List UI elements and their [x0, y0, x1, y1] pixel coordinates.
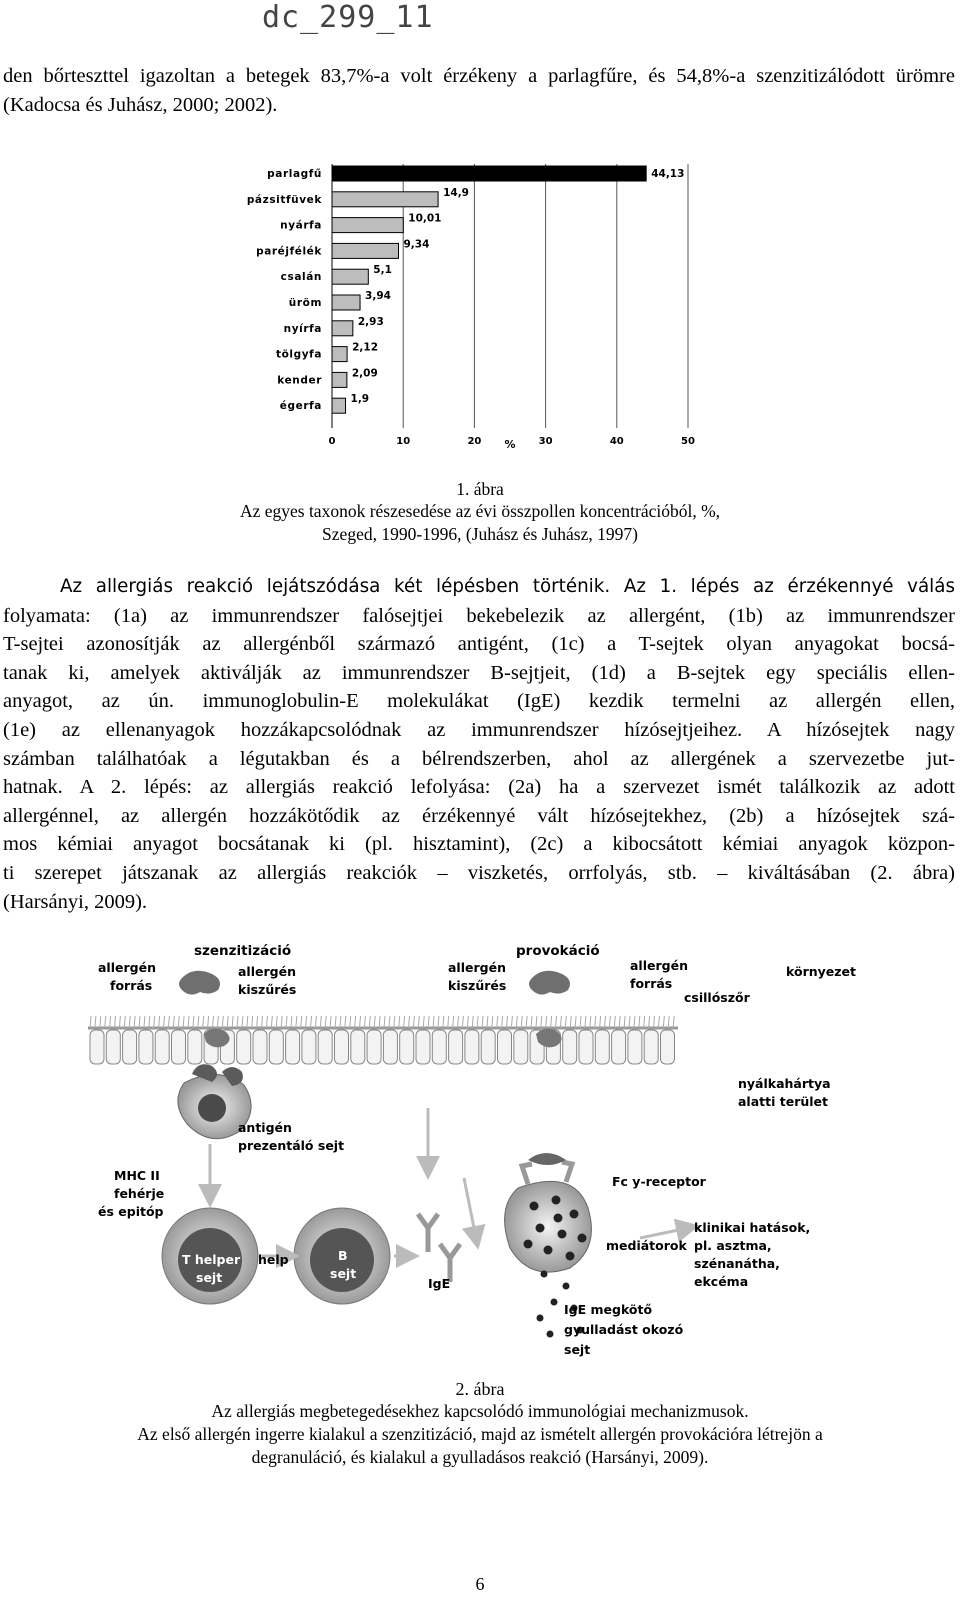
cilium: [100, 1016, 101, 1028]
chart-value-label: 1,9: [350, 393, 370, 406]
cilium: [560, 1016, 561, 1028]
epithelial-cell: [139, 1030, 153, 1064]
epithelial-cell: [155, 1030, 169, 1064]
epithelial-cell: [595, 1030, 609, 1064]
epithelial-cell: [253, 1030, 267, 1064]
cilium: [154, 1016, 155, 1028]
cilium: [296, 1016, 297, 1028]
epithelial-cell: [498, 1030, 512, 1064]
label-kornyezet: környezet: [786, 964, 856, 979]
chart-category-label: nyárfa: [280, 219, 322, 232]
mediator-granule: [578, 1234, 587, 1243]
cilium: [639, 1016, 640, 1028]
chart-value-label: 10,01: [408, 212, 442, 225]
cilium: [413, 1016, 414, 1028]
cilium: [428, 1016, 429, 1028]
cilium: [164, 1016, 165, 1028]
epithelial-cell: [432, 1030, 446, 1064]
chart-value-label: 2,09: [351, 367, 378, 380]
cilium: [453, 1016, 454, 1028]
label-t-helper: T helper: [182, 1252, 241, 1267]
cilium: [320, 1016, 321, 1028]
chart-value-label: 14,9: [443, 186, 470, 199]
epithelial-cell: [628, 1030, 642, 1064]
cilium: [507, 1016, 508, 1028]
cilium: [110, 1016, 111, 1028]
mediator-granule: [554, 1214, 563, 1223]
cilium: [266, 1016, 267, 1028]
cilium: [90, 1016, 91, 1028]
chart-value-label: 2,12: [352, 341, 379, 354]
cilium: [487, 1016, 488, 1028]
chart-category-label: csalán: [280, 271, 322, 284]
label-allergen-kiszures-2: kiszűrés: [238, 982, 297, 997]
epithelial-cell: [612, 1030, 626, 1064]
chart-value-label: 5,1: [373, 264, 392, 277]
cilium: [286, 1016, 287, 1028]
label-ige: IgE: [428, 1276, 451, 1291]
cilium: [556, 1016, 557, 1028]
cilium: [364, 1016, 365, 1028]
chart-bar: [332, 321, 353, 336]
cilium: [335, 1016, 336, 1028]
body-paragraph: [3, 573, 955, 916]
mediator-granule: [566, 1252, 575, 1261]
label-help: help: [258, 1252, 289, 1267]
epithelial-cell: [661, 1030, 675, 1064]
cilium: [115, 1016, 116, 1028]
cilium: [144, 1016, 145, 1028]
cilium: [458, 1016, 459, 1028]
epithelial-cell: [481, 1030, 495, 1064]
body-line: Az allergiás reakció lejátszódása két lépésben történik. Az 1. lépés az érzékennyé válás: [60, 576, 955, 597]
cilium: [325, 1016, 326, 1028]
cilium: [271, 1016, 272, 1028]
chart-category-label: üröm: [288, 297, 322, 309]
mediator-granule: [541, 1271, 548, 1278]
cilium: [124, 1016, 125, 1028]
cilium: [291, 1016, 292, 1028]
label-antigen-2: prezentáló sejt: [238, 1138, 345, 1153]
label-csillosszor: csillószőr: [684, 990, 750, 1005]
cilium: [257, 1016, 258, 1028]
cilium: [173, 1016, 174, 1028]
label-klinikai-2: pl. asztma,: [694, 1238, 772, 1253]
cilium: [252, 1016, 253, 1028]
chart-bar: [332, 269, 368, 284]
label-mhc: MHC II: [114, 1168, 160, 1183]
label-provokacio: provokáció: [516, 943, 600, 959]
arrow-ige-to-mast: [464, 1178, 476, 1238]
cilium: [168, 1016, 169, 1028]
epithelial-cell: [302, 1030, 316, 1064]
cilium: [276, 1016, 277, 1028]
cilium: [497, 1016, 498, 1028]
cilium: [565, 1016, 566, 1028]
cilium: [629, 1016, 630, 1028]
cilium: [213, 1016, 214, 1028]
mediator-granule: [552, 1196, 561, 1205]
cilium: [433, 1016, 434, 1028]
label-klinikai: klinikai hatások,: [694, 1220, 811, 1235]
cilium: [614, 1016, 615, 1028]
cilium: [355, 1016, 356, 1028]
epithelial-cell: [106, 1030, 120, 1064]
mediator-granule: [530, 1202, 539, 1211]
cilium: [668, 1016, 669, 1028]
cilium: [609, 1016, 610, 1028]
body-line: (1e) az ellenanyagok hozzákapcsolódnak az immunrendszer hízósejtjeihez. A hízósejtek nagy: [3, 718, 955, 741]
chart-x-tick: 20: [467, 436, 482, 447]
cilium: [311, 1016, 312, 1028]
chart-category-label: parlagfű: [267, 168, 322, 180]
epithelial-cell: [318, 1030, 332, 1064]
cilium: [369, 1016, 370, 1028]
epithelial-cell: [400, 1030, 414, 1064]
cilium: [399, 1016, 400, 1028]
chart-bar: [332, 295, 360, 310]
label-mhc-2: fehérje: [114, 1186, 165, 1201]
chart-category-label: égerfa: [279, 400, 322, 413]
epithelial-cell: [286, 1030, 300, 1064]
arrow-mediators-to-effects: [640, 1228, 688, 1238]
figure2-caption-line2: Az első allergén ingerre kialakul a szenzitizáció, majd az ismételt allergén provokációra létrejön a: [137, 1424, 823, 1444]
cilium: [654, 1016, 655, 1028]
body-line: T-sejtei azonosítják az allergénből származó antigént, (1c) a T-sejtek olyan anyagokat bocsá-: [3, 633, 955, 656]
cilium: [360, 1016, 361, 1028]
label-b: B: [338, 1248, 348, 1263]
label-klinikai-3: szénanátha,: [694, 1256, 780, 1271]
chart-bar: [332, 166, 646, 181]
cilium: [384, 1016, 385, 1028]
cilium: [247, 1016, 248, 1028]
figure1-number: 1. ábra: [456, 479, 504, 499]
cilium: [536, 1016, 537, 1028]
page-number: 6: [475, 1574, 485, 1594]
cilium: [619, 1016, 620, 1028]
body-line: allergénnel, az allergén hozzákötődik az érzékennyé vált hízósejtekhez, (2b) a hízósejtek szá-: [3, 804, 955, 827]
body-line: anyagot, az ún. immunoglobulin-E molekulákat (IgE) kezdik termelni az allergén ellen,: [3, 690, 955, 713]
figure2-number: 2. ábra: [455, 1379, 505, 1399]
cilium: [345, 1016, 346, 1028]
chart-category-labels: [247, 168, 323, 412]
chart-x-axis-label: %: [504, 438, 516, 451]
cilium: [159, 1016, 160, 1028]
cilium: [178, 1016, 179, 1028]
cilium: [237, 1016, 238, 1028]
cilium: [580, 1016, 581, 1028]
cilium: [374, 1016, 375, 1028]
cilium: [590, 1016, 591, 1028]
mediator-granule: [558, 1230, 567, 1239]
cilium: [502, 1016, 503, 1028]
cilium: [95, 1016, 96, 1028]
label-mediatorok: mediátorok: [606, 1238, 687, 1253]
chart-bar: [332, 192, 438, 207]
label-ige-megkoto-3: sejt: [564, 1342, 591, 1357]
chart-bar: [332, 243, 399, 258]
chart-category-label: nyírfa: [283, 322, 322, 335]
epithelial-cell: [351, 1030, 365, 1064]
label-antigen: antigén: [238, 1120, 292, 1135]
chart-x-tick: 40: [609, 436, 624, 447]
label-allergen-kiszures: allergén: [238, 964, 296, 979]
chart-x-tick: 10: [396, 436, 411, 447]
cilium: [389, 1016, 390, 1028]
chart-x-tick: 50: [681, 436, 695, 447]
cilium: [467, 1016, 468, 1028]
cilium: [193, 1016, 194, 1028]
epithelial-cell: [383, 1030, 397, 1064]
cilium: [477, 1016, 478, 1028]
body-line: mos kémiai anyagot bocsátanak ki (pl. hisztamint), (2c) a kibocsátott kémiai anyagok közpon-: [3, 833, 955, 856]
body-line: hatnak. A 2. lépés: az allergiás reakció lefolyása: (2a) ha a szervezet ismét találkozik az adott: [3, 776, 955, 799]
cilium: [208, 1016, 209, 1028]
cilium: [242, 1016, 243, 1028]
mediator-granule: [544, 1246, 553, 1255]
figure1-caption-line1: Az egyes taxonok részesedése az évi összpollen koncentrációból, %,: [239, 501, 721, 521]
body-line: folyamata: (1a) az immunrendszer falósejtjei bekebelezik az allergént, (1b) az immunrendszer: [3, 604, 955, 627]
cilium: [526, 1016, 527, 1028]
cilium: [203, 1016, 204, 1028]
label-b-2: sejt: [330, 1266, 357, 1281]
cilium: [149, 1016, 150, 1028]
chart-category-label: pázsitfüvek: [246, 193, 322, 206]
cilium: [217, 1016, 218, 1028]
label-prov-forras: allergén: [630, 958, 688, 973]
cilium: [511, 1016, 512, 1028]
cilium: [232, 1016, 233, 1028]
label-allergen-forras: allergén: [98, 960, 156, 975]
body-line: ti szerepet játszanak az allergiás reakciók – viszketés, orrfolyás, stb. – kiváltásában (2. ábra): [3, 861, 955, 884]
epithelial-cell: [644, 1030, 658, 1064]
label-ige-megkoto: IgE megkötő: [564, 1302, 653, 1317]
chart-value-label: 44,13: [651, 168, 685, 180]
chart-value-label: 2,93: [357, 315, 384, 328]
cilium: [394, 1016, 395, 1028]
cilium: [105, 1016, 106, 1028]
chart-category-label: tölgyfa: [275, 348, 322, 361]
label-nyalkahartya-2: alatti terület: [738, 1094, 828, 1109]
cilium: [673, 1016, 674, 1028]
cilium: [409, 1016, 410, 1028]
cilium: [198, 1016, 199, 1028]
document-id-header: dc_299_11: [262, 0, 434, 35]
cilium: [134, 1016, 135, 1028]
mediator-granule: [547, 1331, 554, 1338]
chart-bar: [332, 398, 346, 413]
label-prov-forras-2: forrás: [630, 976, 673, 991]
chart-category-label: kender: [277, 374, 322, 387]
epithelial-cell: [188, 1030, 202, 1064]
label-ige-megkoto-2: gyulladást okozó: [564, 1322, 684, 1337]
cilium: [301, 1016, 302, 1028]
mediator-granule: [563, 1283, 570, 1290]
cilium: [516, 1016, 517, 1028]
body-line: (Harsányi, 2009).: [3, 890, 148, 913]
chart-bar: [332, 347, 347, 362]
mediator-granule: [570, 1210, 579, 1219]
cilium: [462, 1016, 463, 1028]
body-line: számban találhatóak a légutakban és a bélrendszerben, ahol az allergének a szervezetbe jut-: [3, 747, 955, 770]
cilium: [585, 1016, 586, 1028]
cilium: [423, 1016, 424, 1028]
epithelial-cell: [90, 1030, 104, 1064]
cilium: [482, 1016, 483, 1028]
cilium: [330, 1016, 331, 1028]
figure2-caption-line3: degranuláció, és kialakul a gyulladásos reakció (Harsányi, 2009).: [251, 1447, 709, 1467]
cilium: [222, 1016, 223, 1028]
epithelial-cell: [367, 1030, 381, 1064]
cilium: [350, 1016, 351, 1028]
cilium: [634, 1016, 635, 1028]
cilium: [605, 1016, 606, 1028]
ige-antibody-icon: [418, 1214, 460, 1282]
chart-x-tick: 30: [538, 436, 553, 447]
mediator-granule: [524, 1240, 533, 1249]
cilium: [624, 1016, 625, 1028]
figure1-caption-line2: Szeged, 1990-1996, (Juhász és Juhász, 1997): [322, 524, 638, 544]
epithelial-cell: [269, 1030, 283, 1064]
cilium: [570, 1016, 571, 1028]
epithelial-cell: [563, 1030, 577, 1064]
cilium: [600, 1016, 601, 1028]
cilium: [183, 1016, 184, 1028]
epithelium-cells: [88, 1028, 678, 1064]
chart-bar: [332, 372, 347, 387]
label-allergen-forras-2: forrás: [110, 978, 153, 993]
epithelial-cell: [335, 1030, 349, 1064]
cilium: [551, 1016, 552, 1028]
intro-paragraph: den bőrteszttel igazoltan a betegek 83,7%-a volt érzékeny a parlagfűre, és 54,8%-a szenzitizálódott ürömre (Kadocsa és Juhász, 2000; 2002).: [3, 65, 955, 116]
cilium: [595, 1016, 596, 1028]
chart-bar: [332, 218, 403, 233]
body-line: tanak ki, amelyek aktiválják az immunrendszer B-sejtjeit, (1d) a B-sejtek egy speciális ellen-: [3, 661, 955, 684]
cilium: [129, 1016, 130, 1028]
cilium: [658, 1016, 659, 1028]
label-szenzitizacio: szenzitizáció: [194, 943, 292, 959]
epithelial-cell: [123, 1030, 137, 1064]
cilium: [379, 1016, 380, 1028]
cilium: [546, 1016, 547, 1028]
allergy-mechanism-diagram: [88, 938, 878, 1378]
cilium: [531, 1016, 532, 1028]
cilium: [315, 1016, 316, 1028]
epithelial-cell: [465, 1030, 479, 1064]
cilium: [492, 1016, 493, 1028]
cilium: [418, 1016, 419, 1028]
cilium: [340, 1016, 341, 1028]
cilium: [139, 1016, 140, 1028]
pollen-bar-chart: [238, 158, 708, 458]
mediator-granule: [537, 1315, 544, 1322]
cilium: [649, 1016, 650, 1028]
label-fc-receptor: Fc y-receptor: [612, 1174, 706, 1189]
cilium: [306, 1016, 307, 1028]
label-nyalkahartya: nyálkahártya: [738, 1076, 831, 1091]
cilium: [521, 1016, 522, 1028]
chart-category-label: paréjfélék: [256, 245, 322, 258]
figure2-caption-line1: Az allergiás megbetegedésekhez kapcsolódó immunológiai mechanizmusok.: [211, 1401, 749, 1421]
cilium: [541, 1016, 542, 1028]
cilium: [188, 1016, 189, 1028]
label-prov-kiszures: allergén: [448, 960, 506, 975]
epithelial-cell: [449, 1030, 463, 1064]
cilium: [227, 1016, 228, 1028]
cilium: [262, 1016, 263, 1028]
epithelial-cell: [579, 1030, 593, 1064]
label-prov-kiszures-2: kiszűrés: [448, 978, 507, 993]
mediator-granule: [536, 1224, 545, 1233]
cilium: [472, 1016, 473, 1028]
cilium: [119, 1016, 120, 1028]
cilium: [575, 1016, 576, 1028]
label-mhc-3: és epitóp: [98, 1204, 164, 1219]
label-t-helper-2: sejt: [196, 1270, 223, 1285]
epithelial-cell: [416, 1030, 430, 1064]
chart-value-label: 3,94: [365, 290, 391, 302]
cilium: [448, 1016, 449, 1028]
cilium: [644, 1016, 645, 1028]
label-klinikai-4: ekcéma: [694, 1274, 749, 1289]
mediator-granule: [551, 1299, 558, 1306]
epithelial-cell: [172, 1030, 186, 1064]
cilium: [404, 1016, 405, 1028]
epithelial-cell: [237, 1030, 251, 1064]
cilium: [281, 1016, 282, 1028]
chart-value-label: 9,34: [403, 238, 430, 251]
cilium: [438, 1016, 439, 1028]
cilium: [663, 1016, 664, 1028]
chart-x-tick: 0: [328, 436, 336, 447]
epithelial-cell: [514, 1030, 528, 1064]
cilium: [443, 1016, 444, 1028]
cilia-icon: [90, 1016, 674, 1028]
